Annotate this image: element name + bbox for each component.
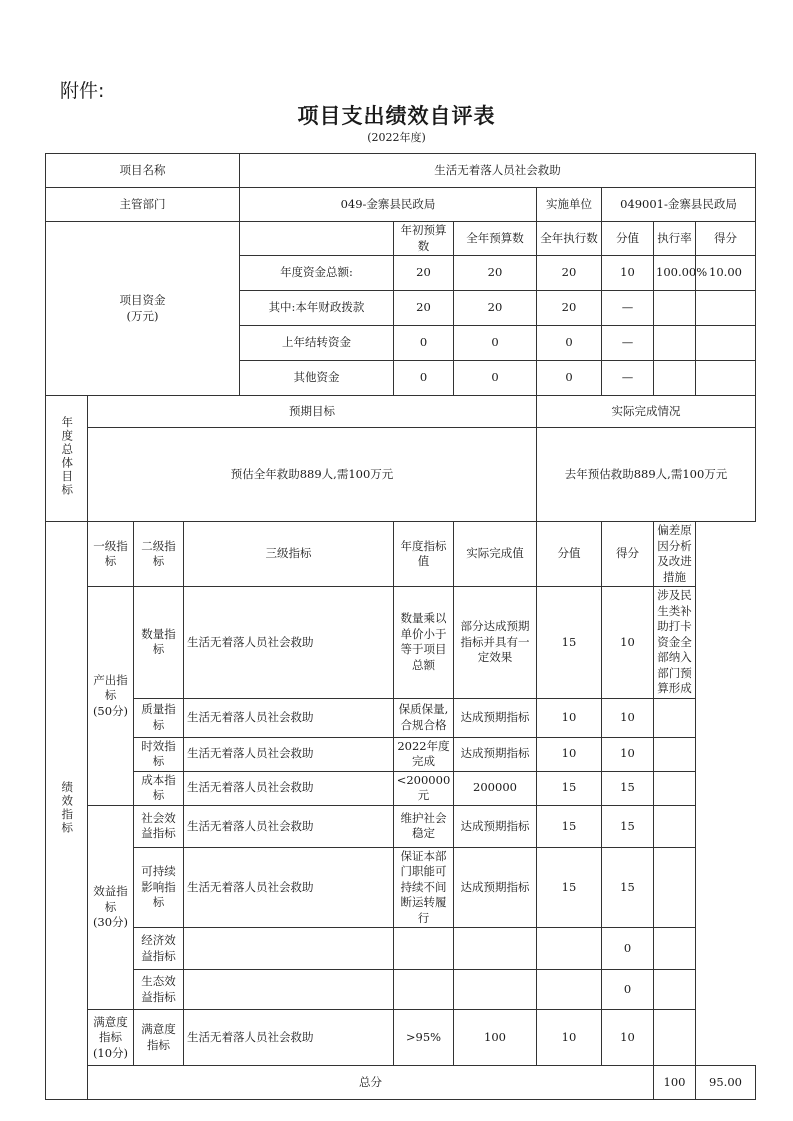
perf-header-l2: 二级指标 xyxy=(134,522,184,587)
funds-cell xyxy=(654,361,696,396)
perf-header-l3: 三级指标 xyxy=(184,522,394,587)
attachment-label: 附件: xyxy=(60,80,105,102)
perf-actual: 达成预期指标 xyxy=(454,847,537,928)
funds-cell: 20 xyxy=(454,291,537,326)
perf-score: 15 xyxy=(602,805,654,847)
perf-l2: 时效指标 xyxy=(134,737,184,771)
perf-actual: 达成预期指标 xyxy=(454,805,537,847)
funds-cell: 0 xyxy=(454,326,537,361)
funds-header-full: 全年预算数 xyxy=(454,222,537,256)
funds-header-exec: 全年执行数 xyxy=(537,222,602,256)
output-indicator-label: 产出指标 (50分) xyxy=(88,587,134,806)
perf-reason xyxy=(654,1010,696,1066)
perf-l3: 生活无着落人员社会救助 xyxy=(184,587,394,699)
goals-label: 年度总体目标 xyxy=(60,415,75,497)
total-score: 95.00 xyxy=(696,1066,756,1100)
total-value: 100 xyxy=(654,1066,696,1100)
funds-row-label: 上年结转资金 xyxy=(240,326,394,361)
perf-l3: 生活无着落人员社会救助 xyxy=(184,771,394,805)
funds-cell: 20 xyxy=(537,291,602,326)
perf-score: 10 xyxy=(602,737,654,771)
perf-score: 0 xyxy=(602,928,654,970)
funds-cell: — xyxy=(602,326,654,361)
perf-header-actual: 实际完成值 xyxy=(454,522,537,587)
perf-target: 保质保量,合规合格 xyxy=(394,698,454,737)
impl-value: 049001-金寨县民政局 xyxy=(602,188,756,222)
funds-cell: 100.00% xyxy=(654,256,696,291)
dept-value: 049-金寨县民政局 xyxy=(240,188,537,222)
perf-reason xyxy=(654,928,696,970)
funds-cell: 20 xyxy=(454,256,537,291)
funds-cell xyxy=(696,361,756,396)
perf-reason xyxy=(654,737,696,771)
perf-score: 10 xyxy=(602,698,654,737)
perf-actual xyxy=(454,970,537,1010)
funds-cell: 0 xyxy=(454,361,537,396)
perf-reason xyxy=(654,847,696,928)
funds-header-rate: 执行率 xyxy=(654,222,696,256)
perf-header-target: 年度指标值 xyxy=(394,522,454,587)
perf-score: 15 xyxy=(602,771,654,805)
perf-score: 10 xyxy=(602,587,654,699)
perf-reason xyxy=(654,698,696,737)
expected-goal-text: 预估全年救助889人,需100万元 xyxy=(88,428,537,522)
perf-l3 xyxy=(184,970,394,1010)
page-title: 项目支出绩效自评表 xyxy=(297,103,496,128)
perf-target: 保证本部门职能可持续不间断运转履行 xyxy=(394,847,454,928)
perf-reason xyxy=(654,771,696,805)
funds-header-score: 得分 xyxy=(696,222,756,256)
perf-label: 绩效指标 xyxy=(60,781,75,836)
funds-cell: 0 xyxy=(537,361,602,396)
perf-l3: 生活无着落人员社会救助 xyxy=(184,737,394,771)
funds-cell: 10.00 xyxy=(696,256,756,291)
funds-cell: 0 xyxy=(394,326,454,361)
perf-score: 0 xyxy=(602,970,654,1010)
expected-goal-label: 预期目标 xyxy=(88,396,537,428)
perf-value xyxy=(537,970,602,1010)
perf-actual: 200000 xyxy=(454,771,537,805)
funds-header-score-value: 分值 xyxy=(602,222,654,256)
perf-value: 15 xyxy=(537,587,602,699)
funds-cell: 20 xyxy=(394,291,454,326)
funds-cell: — xyxy=(602,361,654,396)
perf-l3: 生活无着落人员社会救助 xyxy=(184,698,394,737)
perf-actual: 部分达成预期指标并具有一定效果 xyxy=(454,587,537,699)
project-name-label: 项目名称 xyxy=(46,154,240,188)
perf-reason xyxy=(654,805,696,847)
perf-reason: 涉及民生类补助打卡资金全部纳入部门预算形成 xyxy=(654,587,696,699)
perf-value: 10 xyxy=(537,1010,602,1066)
perf-header-score: 得分 xyxy=(602,522,654,587)
actual-goal-text: 去年预估救助889人,需100万元 xyxy=(537,428,756,522)
total-label: 总分 xyxy=(88,1066,654,1100)
benefit-indicator-label: 效益指标 (30分) xyxy=(88,805,134,1010)
perf-reason xyxy=(654,970,696,1010)
perf-actual xyxy=(454,928,537,970)
funds-cell xyxy=(696,326,756,361)
perf-value: 15 xyxy=(537,847,602,928)
funds-cell: 20 xyxy=(537,256,602,291)
dept-label: 主管部门 xyxy=(46,188,240,222)
funds-cell: 0 xyxy=(537,326,602,361)
funds-cell xyxy=(654,291,696,326)
perf-value xyxy=(537,928,602,970)
perf-l3: 生活无着落人员社会救助 xyxy=(184,1010,394,1066)
perf-l2: 经济效益指标 xyxy=(134,928,184,970)
perf-value: 15 xyxy=(537,805,602,847)
perf-target xyxy=(394,928,454,970)
perf-l2: 满意度指标 xyxy=(134,1010,184,1066)
perf-header-value: 分值 xyxy=(537,522,602,587)
funds-header-init: 年初预算数 xyxy=(394,222,454,256)
actual-goal-label: 实际完成情况 xyxy=(537,396,756,428)
funds-label: 项目资金 (万元) xyxy=(46,222,240,396)
perf-target xyxy=(394,970,454,1010)
perf-l2: 数量指标 xyxy=(134,587,184,699)
perf-target: >95% xyxy=(394,1010,454,1066)
perf-actual: 达成预期指标 xyxy=(454,737,537,771)
funds-cell: 10 xyxy=(602,256,654,291)
perf-l2: 社会效益指标 xyxy=(134,805,184,847)
perf-l2: 生态效益指标 xyxy=(134,970,184,1010)
funds-cell: 20 xyxy=(394,256,454,291)
perf-l3 xyxy=(184,928,394,970)
perf-l2: 可持续影响指标 xyxy=(134,847,184,928)
perf-header-reason: 偏差原因分析及改进措施 xyxy=(654,522,696,587)
impl-label: 实施单位 xyxy=(537,188,602,222)
perf-target: 2022年度完成 xyxy=(394,737,454,771)
perf-target: <200000元 xyxy=(394,771,454,805)
funds-cell: 0 xyxy=(394,361,454,396)
funds-row-label: 其他资金 xyxy=(240,361,394,396)
satisfaction-indicator-label: 满意度指标(10分) xyxy=(88,1010,134,1066)
funds-row-label: 其中:本年财政拨款 xyxy=(240,291,394,326)
perf-target: 维护社会稳定 xyxy=(394,805,454,847)
funds-cell xyxy=(654,326,696,361)
perf-header-l1: 一级指标 xyxy=(88,522,134,587)
funds-row-label: 年度资金总额: xyxy=(240,256,394,291)
perf-target: 数量乘以单价小于等于项目总额 xyxy=(394,587,454,699)
perf-l2: 成本指标 xyxy=(134,771,184,805)
perf-l3: 生活无着落人员社会救助 xyxy=(184,805,394,847)
perf-l2: 质量指标 xyxy=(134,698,184,737)
year-label: (2022年度) xyxy=(367,131,426,144)
perf-score: 10 xyxy=(602,1010,654,1066)
perf-value: 15 xyxy=(537,771,602,805)
perf-value: 10 xyxy=(537,698,602,737)
perf-actual: 达成预期指标 xyxy=(454,698,537,737)
performance-table xyxy=(45,153,756,1100)
perf-score: 15 xyxy=(602,847,654,928)
funds-cell xyxy=(696,291,756,326)
perf-l3: 生活无着落人员社会救助 xyxy=(184,847,394,928)
perf-value: 10 xyxy=(537,737,602,771)
funds-cell: — xyxy=(602,291,654,326)
perf-actual: 100 xyxy=(454,1010,537,1066)
project-name-value: 生活无着落人员社会救助 xyxy=(240,154,756,188)
